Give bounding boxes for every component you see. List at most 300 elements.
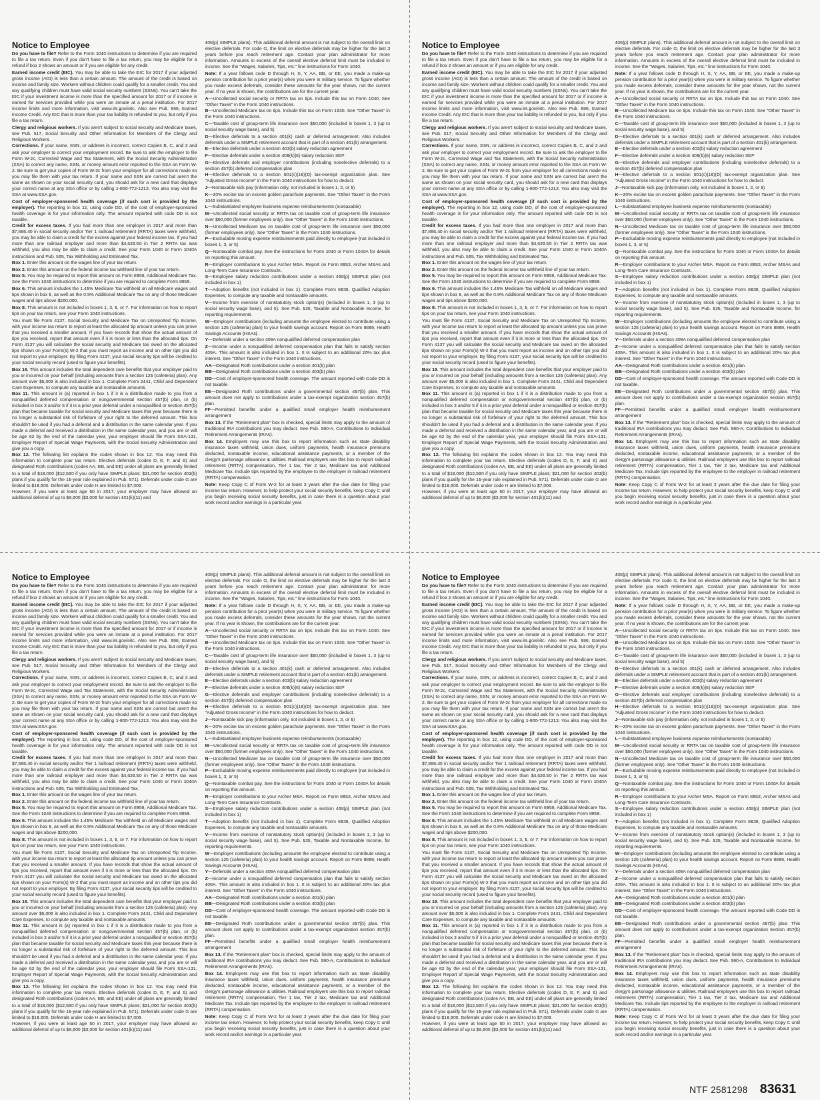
paragraph-heading: Do you have to file?: [12, 583, 57, 588]
notice-paragraph: [12, 792, 197, 798]
paragraph-text: However, if you were at least age 50 in 2017, your employer may have allowed an additional deferral of up to $6,000 ($3,000 for section 401(k)(11) and: [422, 489, 607, 501]
paragraph-heading: N: [615, 755, 619, 761]
notice-paragraph: [205, 146, 390, 152]
notice-paragraph: [12, 583, 197, 601]
paragraph-heading: Box 13.: [205, 952, 222, 958]
notice-paragraph: [615, 134, 800, 146]
paragraph-heading: Box 2.: [422, 266, 436, 272]
notice-paragraph: [205, 160, 390, 172]
paragraph-text: The following list explains the codes shown in box 12. You may need this information to complete your tax return. Elective deferrals (codes D, E, F, and S) and designated Roth contributions (codes AA, BB, and EE) under all plans are generally limited to a total of $18,000 ($12,500 if you only have SIMPLE plans; $21,000 for section 403(b) plans if you qualify for the 15-year rule explained in Pub. 571). Deferrals under code G are limited to $18,000. Deferrals under code H are limited to $7,000.: [12, 452, 197, 488]
notice-paragraph: [12, 984, 197, 1020]
paragraph-text: —Employee salary reduction contributions under a section 408(p) SIMPLE plan (not included in box 1): [205, 274, 390, 286]
paragraph-heading: D: [615, 133, 619, 139]
paragraph-text: —Employee salary reduction contributions under a section 408(p) SIMPLE plan (not included in box 1): [205, 806, 390, 818]
paragraph-heading: EE: [205, 388, 212, 394]
paragraph-heading: J: [205, 717, 208, 723]
paragraph-heading: AA: [615, 894, 622, 900]
notice-paragraph: [205, 666, 390, 678]
notice-paragraph: [205, 952, 390, 970]
paragraph-heading: S: [615, 806, 619, 812]
notice-paragraph: [205, 704, 390, 716]
paragraph-text: This amount is (a) reported in box 1 if it is a distribution made to you from a nonqualified deferred compensation or nongovernmental section 457(b) plan, or (b) included in box 3 and/or 5 if it is a prior year deferral under a nonqualified or section 457(b) plan that became taxable for social security and Medicare taxes this year because there is no longer a substantial risk of forfeiture of your right to the deferred amount. This box shouldn't be used if you had a deferral and a distribution in the same calendar year. If you made a deferral and received a distribution in the same calendar year, and you are or will be age 62 by the end of the calendar year, your employer should file Form SSA-131, Employer Report of Special Wage Payments, with the Social Security Administration and give you a copy.: [422, 391, 607, 451]
paragraph-heading: M: [205, 742, 209, 748]
paragraph-heading: S: [205, 274, 209, 280]
notice-paragraph: [422, 837, 607, 849]
paragraph-text: If your name, SSN, or address is incorrect, correct Copies B, C, and 2 and ask your employer to correct your employment record. Be sure to ask the employer to file Form W-2c, Corrected Wage and Tax Statement, with the Social Security Administration (SSA) to correct any name, SSN, or money amount error reported to the SSA on Form W-2. Be sure to get your copies of Form W-2c from your employer for all corrections made so you may file them with your tax return. If your name and SSN are correct but aren't the same as shown on your social security card, you should ask for a new card that displays your correct name at any SSA office or by calling 1-800-772-1213. You also may visit the SSA at www.SSA.gov.: [422, 675, 607, 729]
notice-paragraph: [615, 921, 800, 939]
notice-paragraph: [205, 971, 390, 1013]
paragraph-heading: F: [615, 153, 618, 158]
paragraph-text: Employers may use this box to report information such as state disability insurance taxes withheld, union dues, uniform payments, health insurance premiums deducted, nontaxable income, educational assistance payments, or a member of the clergy's parsonage allowance & utilities. Railroad employers use this box to report railroad retirement (RRTA) compensation, Tier 1 tax, Tier 2 tax, Medicare tax and Additional Medicare Tax. Include tips reported by the employee to the employer in railroad retirement (RRTA) compensation.: [615, 438, 800, 481]
notice-paragraph: [205, 806, 390, 818]
notice-paragraph: [615, 640, 800, 652]
notice-paragraph: [205, 603, 390, 627]
paragraph-text: —Uncollected Medicare tax on taxable cost of group-term life insurance over $50,000 (former employees only). See "Other Taxes" in the Form 1040 instructions.: [615, 755, 800, 767]
paragraph-text: —Nontaxable combat pay. See the instructions for Form 1040 or Form 1040A for details on reporting this amount.: [205, 781, 390, 793]
paragraph-heading: C: [615, 120, 619, 126]
notice-paragraph: [422, 1021, 607, 1033]
paragraph-text: —Nontaxable sick pay (information only, not included in boxes 1, 3, or 5): [207, 185, 355, 191]
notice-paragraph: [422, 899, 607, 923]
notice-paragraph: [12, 391, 197, 451]
notice-paragraph: [205, 262, 390, 274]
paragraph-text: —Uncollected social security or RRTA tax on taxable cost of group-term life insurance over $50,000 (former employees only). See "Other Taxes" in the Form 1040 instructions.: [205, 210, 390, 223]
paragraph-text: —Income from exercise of nonstatutory stock option(s) (included in boxes 1, 3 (up to social security wage base), and 5). See Pub. 525, Taxable and Nontaxable Income, for reporting requirements.: [615, 831, 800, 849]
paragraph-text: —Elective deferrals under a section 403(b) salary reduction agreement: [618, 146, 763, 152]
paragraph-heading: EE: [615, 920, 622, 926]
paragraph-heading: C: [205, 652, 209, 658]
notice-paragraph: [422, 286, 607, 304]
paragraph-text: This amount is (a) reported in box 1 if it is a distribution made to you from a nonqualified deferred compensation or nongovernmental section 457(b) plan, or (b) included in box 3 and/or 5 if it is a prior year deferral under a nonqualified or section 457(b) plan that became taxable for social security and Medicare taxes this year because there is no longer a substantial risk of forfeiture of your right to the deferred amount. This box shouldn't be used if you had a deferral and a distribution in the same calendar year. If you made a deferral and received a distribution in the same calendar year, and you are or will be age 62 by the end of the calendar year, your employer should file Form SSA-131, Employer Report of Special Wage Payments, with the Social Security Administration and give you a copy.: [12, 391, 197, 451]
notice-paragraph: [205, 901, 390, 907]
notice-paragraph: [615, 717, 800, 723]
paragraph-heading: Corrections.: [422, 675, 450, 681]
notice-paragraph: [12, 755, 197, 791]
paragraph-heading: Earned income credit (EIC).: [12, 601, 74, 607]
paragraph-text: —Nontaxable sick pay (information only, not included in boxes 1, 3, or 5): [617, 717, 765, 723]
notice-paragraph: [422, 143, 607, 197]
notice-paragraph: [615, 692, 800, 704]
paragraph-heading: T: [205, 287, 208, 293]
paragraph-text: —Cost of employer-sponsored health coverage. The amount reported with Code DD is not taxable.: [205, 907, 390, 919]
paragraph-heading: Credit for excess taxes.: [12, 755, 67, 761]
paragraph-text: Employers may use this box to report information such as state disability insurance taxes withheld, union dues, uniform payments, health insurance premiums deducted, nontaxable income, educational assistance payments, or a member of the clergy's parsonage allowance & utilities. Railroad employers use this box to report railroad retirement (RRTA) compensation, Tier 1 tax, Tier 2 tax, Medicare tax and Additional Medicare Tax. Include tips reported by the employee to the employer in railroad retirement (RRTA) compensation.: [205, 970, 390, 1013]
notice-paragraph: [422, 850, 607, 898]
paragraph-heading: V: [615, 299, 619, 305]
notice-paragraph: [12, 899, 197, 923]
notice-paragraph: [615, 482, 800, 506]
paragraph-text: You may be required to report this amount on Form 8959, Additional Medicare Tax. See the Form 1040 instructions to determine if you are required to complete Form 8959.: [12, 273, 197, 285]
paragraph-text: —Elective deferrals to a section 401(k) cash or deferred arrangement. Also includes deferrals under a SIMPLE retirement account that is part of a section 401(k) arrangement.: [205, 665, 390, 677]
notice-paragraph: [615, 160, 800, 172]
notice-paragraph: [615, 704, 800, 716]
paragraph-heading: Box 11.: [12, 923, 29, 929]
paragraph-text: —Uncollected Medicare tax on taxable cost of group-term life insurance over $50,000 (former employees only). See "Other Taxes" in the Form 1040 instructions.: [205, 755, 390, 767]
paragraph-text: You may be required to report this amount on Form 8959, Additional Medicare Tax. See the Form 1040 instructions to determine if you are required to complete Form 8959.: [422, 273, 607, 285]
paragraph-heading: DD: [205, 907, 212, 913]
paragraph-text: —20% excise tax on excess golden parachute payments. See "Other Taxes" in the Form 1040 instructions.: [615, 723, 800, 735]
paragraph-text: The following list explains the codes shown in box 12. You may need this information to complete your tax return. Elective deferrals (codes D, E, F, and S) and designated Roth contributions (codes AA, BB, and EE) under all plans are generally limited to a total of $18,000 ($12,500 if you only have SIMPLE plans; $21,000 for section 403(b) plans if you qualify for the 15-year rule explained in Pub. 571). Deferrals under code G are limited to $18,000. Deferrals under code H are limited to $7,000.: [422, 984, 607, 1020]
paragraph-heading: AA: [205, 894, 212, 900]
notice-paragraph: [615, 952, 800, 970]
notice-paragraph: [422, 267, 607, 273]
paragraph-heading: Cost of employer-sponsored health coverage (if such cost is provided by the employer).: [12, 198, 197, 210]
notice-paragraph: [615, 192, 800, 204]
paragraph-text: —Employer contributions (including amounts the employee elected to contribute using a section 125 (cafeteria) plan) to your health savings account. Report on Form 8889, Health Savings Accounts (HSAs).: [615, 318, 800, 336]
paragraph-heading: N: [205, 755, 209, 761]
notice-paragraph: [615, 939, 800, 951]
paragraph-heading: Box 11.: [12, 391, 29, 397]
paragraph-text: —Designated Roth contributions under a section 403(b) plan: [621, 369, 745, 375]
paragraph-heading: Corrections.: [422, 143, 450, 149]
paragraph-heading: Do you have to file?: [422, 51, 467, 56]
paragraph-heading: N: [615, 223, 619, 229]
paragraph-heading: FF: [205, 407, 211, 413]
paragraph-text: —Uncollected Medicare tax on tips. Include this tax on Form 1040. See "Other Taxes" in the Form 1040 instructions.: [615, 640, 800, 652]
paragraph-text: You must file Form 4137, Social Security and Medicare Tax on Unreported Tip Income, with your income tax return to report at least the allocated tip amount unless you can prove that you received a smaller amount. If you have records that show the actual amount of tips you received, report that amount even if it is more or less than the allocated tips. On Form 4137 you will calculate the social security and Medicare tax owed on the allocated tips shown on your Form(s) W-2 that you must report as income and on other tips you did not report to your employer. By filing Form 4137, your social security tips will be credited to your social security record (used to figure your benefits).: [12, 849, 197, 897]
paragraph-text: 408(p) SIMPLE plans). This additional deferral amount is not subject to the overall limit on elective deferrals. For code G, the limit on elective deferrals may be higher for the last 3 years before you reach retirement age. Contact your plan administrator for more information. Amounts in excess of the overall elective deferral limit must be included in income. See the "Wages, Salaries, Tips, etc." line instructions for Form 1040.: [615, 572, 800, 602]
notice-paragraph: [12, 850, 197, 898]
notice-paragraph: [205, 876, 390, 894]
paragraph-heading: AA: [205, 362, 212, 368]
notice-paragraph: [205, 108, 390, 120]
paragraph-heading: Clergy and religious workers.: [422, 656, 487, 662]
paragraph-heading: FF: [615, 939, 621, 945]
paragraph-text: If a year follows code D through H, S, Y, AA, BB, or EE, you made a make-up pension contribution for a prior year(s) when you were in military service. To figure whether you made excess deferrals, consider these amounts for the year shown, not the current year. If no year is shown, the contributions are for the current year.: [205, 70, 390, 94]
paragraph-heading: Clergy and religious workers.: [422, 124, 487, 130]
paragraph-text: If a year follows code D through H, S, Y, AA, BB, or EE, you made a make-up pension contribution for a prior year(s) when you were in military service. To figure whether you made excess deferrals, consider these amounts for the year shown, not the current year. If no year is shown, the contributions are for the current year.: [205, 602, 390, 626]
notice-paragraph: [205, 851, 390, 869]
paragraph-heading: B: [615, 640, 619, 646]
paragraph-heading: E: [615, 146, 619, 152]
notice-paragraph: [12, 452, 197, 488]
paragraph-heading: Note:: [205, 70, 217, 76]
paragraph-text: Refer to the Form 1040 instructions to determine if you are required to file a tax return. Even if you don't have to file a tax return, you may be eligible for a refund if box 2 shows an amount or if you are eligible for any credit.: [422, 51, 607, 69]
paragraph-heading: Box 5.: [12, 805, 26, 811]
notice-paragraph: [12, 267, 197, 273]
paragraph-text: —Elective deferrals to a section 401(k) cash or deferred arrangement. Also includes deferrals under a SIMPLE retirement account that is part of a section 401(k) arrangement.: [205, 133, 390, 145]
notice-paragraph: [422, 70, 607, 124]
notice-paragraph: [205, 768, 390, 780]
paragraph-text: —Excludable moving expense reimbursements paid directly to employee (not included in boxes 1, 3, or 5): [615, 236, 800, 248]
paragraph-text: However, if you were at least age 50 in 2017, your employer may have allowed an additional deferral of up to $6,000 ($3,000 for section 401(k)(11) and: [12, 489, 197, 501]
paragraph-heading: DD: [615, 375, 622, 381]
paragraph-heading: Box 10.: [12, 898, 29, 904]
notice-paragraph: [205, 153, 390, 159]
paragraph-heading: Y: [615, 869, 619, 875]
notice-paragraph: [12, 286, 197, 304]
notice-paragraph: [422, 489, 607, 501]
notice-paragraph: [422, 199, 607, 223]
paragraph-heading: Box 8.: [422, 836, 436, 842]
paragraph-heading: Z: [615, 875, 618, 881]
paragraph-text: —Elective deferrals under a section 408(k)(6) salary reduction SEP: [617, 685, 755, 690]
paragraph-text: —Substantiated employee business expense reimbursements (nontaxable): [617, 736, 771, 742]
paragraph-heading: DD: [205, 375, 212, 381]
paragraph-heading: Box 8.: [12, 304, 26, 310]
form-number: 83631: [759, 1081, 796, 1096]
notice-paragraph: [205, 482, 390, 506]
notice-paragraph: [615, 743, 800, 755]
paragraph-text: —Employer contributions (including amounts the employee elected to contribute using a section 125 (cafeteria) plan) to your health savings account. Report on Form 8889, Health Savings Accounts (HSAs).: [205, 318, 390, 336]
notice-paragraph: [422, 792, 607, 798]
paragraph-text: —Deferrals under a section 409A nonqualified deferred compensation plan: [208, 337, 361, 343]
notice-paragraph: [422, 799, 607, 805]
notice-paragraph: [615, 146, 800, 152]
paragraph-text: —Nontaxable combat pay. See the instructions for Form 1040 or Form 1040A for details on reporting this amount.: [205, 249, 390, 261]
notice-paragraph: [615, 628, 800, 640]
paragraph-text: This amount is (a) reported in box 1 if it is a distribution made to you from a nonqualified deferred compensation or nongovernmental section 457(b) plan, or (b) included in box 3 and/or 5 if it is a prior year deferral under a nonqualified or section 457(b) plan that became taxable for social security and Medicare taxes this year because there is no longer a substantial risk of forfeiture of your right to the deferred amount. This box shouldn't be used if you had a deferral and a distribution in the same calendar year. If you made a deferral and received a distribution in the same calendar year, and you are or will be age 62 by the end of the calendar year, your employer should file Form SSA-131, Employer Report of Special Wage Payments, with the Social Security Administration and give you a copy.: [422, 923, 607, 983]
paragraph-text: You must file Form 4137, Social Security and Medicare Tax on Unreported Tip Income, with your income tax return to report at least the allocated tip amount unless you can prove that you received a smaller amount. If you have records that show the actual amount of tips you received, report that amount even if it is more or less than the allocated tips. On Form 4137 you will calculate the social security and Medicare tax owed on the allocated tips shown on your Form(s) W-2 that you must report as income and on other tips you did not report to your employer. By filing Form 4137, your social security tips will be credited to your social security record (used to figure your benefits).: [422, 317, 607, 365]
paragraph-heading: K: [205, 723, 209, 729]
paragraph-heading: W: [615, 318, 620, 324]
notice-paragraph: [205, 1014, 390, 1038]
paragraph-heading: FF: [615, 407, 621, 413]
notice-paragraph: [615, 369, 800, 375]
notice-paragraph: [12, 125, 197, 143]
notice-paragraph: [205, 40, 390, 70]
paragraph-text: —Permitted benefits under a qualified small employer health reimbursement arrangement: [205, 407, 390, 419]
paragraph-heading: Earned income credit (EIC).: [422, 601, 484, 607]
notice-paragraph: [12, 273, 197, 285]
paragraph-text: —Designated Roth contributions under a section 401(k) plan: [211, 894, 335, 900]
notice-title: Notice to Employee: [12, 572, 90, 582]
paragraph-heading: R: [615, 261, 619, 267]
paragraph-heading: Box 10.: [422, 366, 439, 372]
paragraph-heading: S: [205, 806, 209, 812]
paragraph-text: You may be able to take the EIC for 2017 if your adjusted gross income (AGI) is less than a certain amount. The amount of the credit is based on income and family size. Workers without children could qualify for a smaller credit. You and any qualifying children must have valid social security numbers (SSNs). You can't take the EIC if your investment income is more than the specified amount for 2017 or if income is earned for services provided while you were an inmate at a penal institution. For 2017 income limits and more information, visit www.irs.gov/eitc. Also see Pub. 596, Earned Income Credit. Any EIC that is more than your tax liability is refunded to you, but only if you file a tax return.: [12, 69, 197, 124]
paragraph-text: This amount includes the total dependent care benefits that your employer paid to you or incurred on your behalf (including amounts from a section 125 (cafeteria) plan). Any amount over $5,000 is also included in box 1. Complete Form 2441, Child and Dependent Care Expenses, to compute any taxable and nontaxable amounts.: [12, 366, 197, 390]
paragraph-heading: Note:: [615, 481, 627, 487]
notice-paragraph: [205, 344, 390, 362]
paragraph-heading: Box 2.: [12, 266, 26, 272]
paragraph-heading: E: [205, 678, 209, 684]
paragraph-text: —20% excise tax on excess golden parachute payments. See "Other Taxes" in the Form 1040 instructions.: [205, 723, 390, 735]
paragraph-text: —Adoption benefits (not included in box 1). Complete Form 8839, Qualified Adoption Expenses, to compute any taxable and nontaxable amounts.: [205, 287, 390, 299]
paragraph-text: —Substantiated employee business expense reimbursements (nontaxable): [617, 204, 771, 210]
notice-paragraph: [615, 71, 800, 95]
notice-paragraph: [615, 389, 800, 407]
paragraph-text: Enter this amount on the wages line of your tax return.: [25, 260, 138, 266]
notice-paragraph: [422, 305, 607, 317]
paragraph-heading: Box 14.: [205, 438, 223, 444]
paragraph-heading: Box 13.: [205, 420, 222, 426]
paragraph-text: 408(p) SIMPLE plans). This additional deferral amount is not subject to the overall limit on elective deferrals. For code G, the limit on elective deferrals may be higher for the last 3 years before you reach retirement age. Contact your plan administrator for more information. Amounts in excess of the overall elective deferral limit must be included in income. See the "Wages, Salaries, Tips, etc." line instructions for Form 1040.: [615, 40, 800, 70]
notice-paragraph: [615, 224, 800, 236]
notice-paragraph: [205, 274, 390, 286]
paragraph-text: —Cost of employer-sponsored health coverage. The amount reported with Code DD is not taxable.: [615, 375, 800, 387]
notice-paragraph: [205, 439, 390, 481]
notice-paragraph: [615, 1014, 800, 1038]
paragraph-text: This amount is not included in boxes 1, 3, 5, or 7. For information on how to report tips on your tax return, see your Form 1040 instructions.: [422, 304, 607, 316]
paragraph-heading: BB: [205, 901, 212, 907]
paragraph-text: If you had more than one employer in 2017 and more than $7,886.40 in social security and/or Tier 1 railroad retirement (RRTA) taxes were withheld, you may be able to claim a credit for the excess against your federal income tax. If you had more than one railroad employer and more than $4,630.50 in Tier 2 RRTA tax was withheld, you also may be able to claim a credit. See your Form 1040 or Form 1040A instructions and Pub. 505, Tax Withholding and Estimated Tax.: [12, 755, 197, 791]
paragraph-heading: T: [615, 287, 618, 293]
paragraph-text: —Adoption benefits (not included in box 1). Complete Form 8839, Qualified Adoption Expenses, to compute any taxable and nontaxable amounts.: [205, 819, 390, 831]
paragraph-text: —20% excise tax on excess golden parachute payments. See "Other Taxes" in the Form 1040 instructions.: [615, 191, 800, 203]
notice-paragraph: [12, 1021, 197, 1033]
notice-paragraph: [205, 249, 390, 261]
form-footer: [690, 1081, 797, 1096]
paragraph-text: This amount is not included in boxes 1, 3, 5, or 7. For information on how to report tips on your tax return, see your Form 1040 instructions.: [12, 836, 197, 848]
notice-paragraph: [205, 717, 390, 723]
notice-paragraph: [12, 305, 197, 317]
paragraph-text: You may be required to report this amount on Form 8959, Additional Medicare Tax. See the Form 1040 instructions to determine if you are required to complete Form 8959.: [12, 805, 197, 817]
paragraph-heading: Y: [615, 337, 619, 343]
paragraph-text: —Adoption benefits (not included in box 1). Complete Form 8839, Qualified Adoption Expenses, to compute any taxable and nontaxable amounts.: [615, 287, 800, 299]
notice-paragraph: [615, 172, 800, 184]
paragraph-heading: N: [205, 223, 209, 229]
paragraph-text: Enter this amount on the wages line of your tax return.: [435, 260, 548, 266]
notice-paragraph: [205, 939, 390, 951]
paragraph-text: If the "Retirement plan" box is checked, special limits may apply to the amount of traditional IRA contributions you may deduct. See Pub. 590-A, Contributions to Individual Retirement Arrangements (IRAs).: [615, 952, 800, 970]
notice-paragraph: [615, 287, 800, 299]
notice-paragraph: [422, 51, 607, 69]
paragraph-heading: Cost of employer-sponsored health coverage (if such cost is provided by the employer).: [422, 198, 607, 210]
paragraph-text: —Deferrals under a section 409A nonqualified deferred compensation plan: [618, 337, 771, 343]
paragraph-heading: Clergy and religious workers.: [12, 124, 77, 130]
paragraph-text: —Deferrals under a section 409A nonqualified deferred compensation plan: [618, 869, 771, 875]
paragraph-heading: Box 10.: [12, 366, 29, 372]
notice-paragraph: [205, 407, 390, 419]
paragraph-text: —Uncollected social security or RRTA tax on tips. Include this tax on Form 1040. See "Other Taxes" in the Form 1040 instructions.: [615, 627, 800, 639]
paragraph-text: If a year follows code D through H, S, Y, AA, BB, or EE, you made a make-up pension contribution for a prior year(s) when you were in military service. To figure whether you made excess deferrals, consider these amounts for the year shown, not the current year. If no year is shown, the contributions are for the current year.: [615, 602, 800, 626]
notice-paragraph: [205, 908, 390, 920]
notice-paragraph: [615, 908, 800, 920]
paragraph-text: —Taxable cost of group-term life insurance over $50,000 (included in boxes 1, 3 (up to social security wage base), and 5): [615, 120, 800, 133]
notice-paragraph: [422, 452, 607, 488]
paragraph-heading: W: [205, 318, 210, 324]
paragraph-heading: Z: [615, 343, 618, 349]
notice-paragraph: [422, 318, 607, 366]
notice-paragraph: [205, 819, 390, 831]
notice-paragraph: [422, 260, 607, 266]
paragraph-text: If you aren't subject to social security and Medicare taxes, see Pub. 517, Social Security and Other Information for Members of the Clergy and Religious Workers.: [422, 124, 607, 142]
paragraph-heading: AA: [615, 362, 622, 368]
paragraph-heading: Box 1.: [422, 260, 436, 266]
notice-paragraph: [422, 223, 607, 259]
notice-paragraph: [12, 731, 197, 755]
paragraph-heading: J: [615, 717, 618, 723]
paragraph-text: —Designated Roth contributions under a governmental section 457(b) plan. This amount does not apply to contributions under a tax-exempt organization section 457(b) plan.: [615, 388, 800, 406]
notice-paragraph: [205, 692, 390, 704]
paragraph-heading: J: [615, 185, 618, 191]
notice-paragraph: [205, 743, 390, 755]
paragraph-text: This amount is (a) reported in box 1 if it is a distribution made to you from a nonqualified deferred compensation or nongovernmental section 457(b) plan, or (b) included in box 3 and/or 5 if it is a prior year deferral under a nonqualified or section 457(b) plan that became taxable for social security and Medicare taxes this year because there is no longer a substantial risk of forfeiture of your right to the deferred amount. This box shouldn't be used if you had a deferral and a distribution in the same calendar year. If you made a deferral and received a distribution in the same calendar year, and you are or will be age 62 by the end of the calendar year, your employer should file Form SSA-131, Employer Report of Special Wage Payments, with the Social Security Administration and give you a copy.: [12, 923, 197, 983]
paragraph-text: —Elective deferrals under a section 403(b) salary reduction agreement: [618, 678, 763, 684]
paragraph-text: —Elective deferrals to a section 501(c)(18)(D) tax-exempt organization plan. See "Adjusted Gross Income" in the Form 1040 instructions for how to deduct.: [205, 172, 390, 184]
notice-paragraph: [615, 851, 800, 869]
paragraph-text: —Excludable moving expense reimbursements paid directly to employee (not included in boxes 1, 3, or 5): [615, 768, 800, 780]
paragraph-heading: H: [615, 704, 619, 710]
paragraph-text: —Employer contributions to your Archer MSA. Report on Form 8853, Archer MSAs and Long-Term Care Insurance Contracts.: [205, 793, 390, 805]
paragraph-text: —Uncollected social security or RRTA tax on tips. Include this tax on Form 1040. See "Other Taxes" in the Form 1040 instructions.: [205, 95, 390, 107]
notice-paragraph: [205, 678, 390, 684]
notice-paragraph: [205, 736, 390, 742]
notice-paragraph: [615, 794, 800, 806]
notice-paragraph: [615, 204, 800, 210]
paragraph-text: —Permitted benefits under a qualified small employer health reimbursement arrangement: [615, 939, 800, 951]
paragraph-text: The reporting in box 12, using code DD, of the cost of employer-sponsored health coverage is for your information only. The amount reported with code DD is not taxable.: [12, 736, 197, 754]
notice-paragraph: [12, 70, 197, 124]
paragraph-heading: G: [615, 691, 619, 697]
paragraph-text: —Uncollected Medicare tax on taxable cost of group-term life insurance over $50,000 (former employees only). See "Other Taxes" in the Form 1040 instructions.: [205, 223, 390, 235]
paragraph-heading: V: [615, 831, 619, 837]
paragraph-heading: DD: [615, 907, 622, 913]
notice-paragraph: [12, 223, 197, 259]
paragraph-heading: Y: [205, 337, 209, 343]
paragraph-text: —Employer contributions (including amounts the employee elected to contribute using a section 125 (cafeteria) plan) to your health savings account. Report on Form 8889, Health Savings Accounts (HSAs).: [615, 850, 800, 868]
paragraph-heading: R: [205, 793, 209, 799]
paragraph-heading: H: [205, 704, 209, 710]
paragraph-text: —Elective deferrals and employer contributions (including nonelective deferrals) to a section 457(b) deferred compensation plan: [205, 691, 390, 703]
paragraph-text: —Elective deferrals to a section 501(c)(18)(D) tax-exempt organization plan. See "Adjusted Gross Income" in the Form 1040 instructions for how to deduct.: [205, 704, 390, 716]
paragraph-text: Keep Copy C of Form W-2 for at least 3 years after the due date for filing your income tax return. However, to help protect your social security benefits, keep Copy C until you begin receiving social security benefits, just in case there is a question about your work record and/or earnings in a particular year.: [205, 1013, 390, 1037]
paragraph-heading: A: [205, 95, 209, 101]
paragraph-text: —Employer contributions (including amounts the employee elected to contribute using a section 125 (cafeteria) plan) to your health savings account. Report on Form 8889, Health Savings Accounts (HSAs).: [205, 850, 390, 868]
notice-paragraph: [205, 319, 390, 337]
notice-paragraph: [615, 108, 800, 120]
paragraph-text: —Uncollected social security or RRTA tax on taxable cost of group-term life insurance over $50,000 (former employees only). See "Other Taxes" in the Form 1040 instructions.: [615, 742, 800, 755]
notice-paragraph: [615, 376, 800, 388]
paragraph-text: This amount includes the total dependent care benefits that your employer paid to you or incurred on your behalf (including amounts from a section 125 (cafeteria) plan). Any amount over $5,000 is also included in box 1. Complete Form 2441, Child and Dependent Care Expenses, to compute any taxable and nontaxable amounts.: [12, 898, 197, 922]
paragraph-text: You may be able to take the EIC for 2017 if your adjusted gross income (AGI) is less than a certain amount. The amount of the credit is based on income and family size. Workers without children could qualify for a smaller credit. You and any qualifying children must have valid social security numbers (SSNs). You can't take the EIC if your investment income is more than the specified amount for 2017 or if income is earned for services provided while you were an inmate at a penal institution. For 2017 income limits and more information, visit www.irs.gov/eitc. Also see Pub. 596, Earned Income Credit. Any EIC that is more than your tax liability is refunded to you, but only if you file a tax return.: [422, 69, 607, 124]
paragraph-heading: EE: [615, 388, 622, 394]
notice-paragraph: [615, 572, 800, 602]
notice-title: Notice to Employee: [422, 40, 500, 50]
notice-paragraph: [12, 837, 197, 849]
paragraph-heading: J: [205, 185, 208, 191]
notice-paragraph: [615, 262, 800, 274]
paragraph-heading: Cost of employer-sponsored health coverage (if such cost is provided by the employer).: [422, 730, 607, 742]
paragraph-text: Enter this amount on the federal income tax withheld line of your tax return.: [25, 266, 180, 272]
paragraph-text: —Nontaxable sick pay (information only, not included in boxes 1, 3, or 5): [617, 185, 765, 191]
paragraph-heading: P: [615, 236, 619, 242]
notice-paragraph: [615, 300, 800, 318]
notice-paragraph: [422, 367, 607, 391]
paragraph-heading: K: [615, 723, 619, 729]
paragraph-heading: F: [615, 685, 618, 690]
paragraph-heading: BB: [205, 369, 212, 375]
paragraph-text: If the "Retirement plan" box is checked, special limits may apply to the amount of traditional IRA contributions you may deduct. See Pub. 590-A, Contributions to Individual Retirement Arrangements (IRAs).: [615, 420, 800, 438]
paragraph-text: If you aren't subject to social security and Medicare taxes, see Pub. 517, Social Security and Other Information for Members of the Clergy and Religious Workers.: [12, 124, 197, 142]
paragraph-text: The reporting in box 12, using code DD, of the cost of employer-sponsored health coverage is for your information only. The amount reported with code DD is not taxable.: [422, 736, 607, 754]
paragraph-heading: Box 12.: [12, 984, 30, 990]
notice-paragraph: [12, 799, 197, 805]
notice-paragraph: [205, 724, 390, 736]
paragraph-text: If you had more than one employer in 2017 and more than $7,886.40 in social security and/or Tier 1 railroad retirement (RRTA) taxes were withheld, you may be able to claim a credit for the excess against your federal income tax. If you had more than one railroad employer and more than $4,630.50 in Tier 2 RRTA tax was withheld, you also may be able to claim a credit. See your Form 1040 or Form 1040A instructions and Pub. 505, Tax Withholding and Estimated Tax.: [422, 755, 607, 791]
paragraph-heading: V: [205, 299, 209, 305]
paragraph-heading: G: [205, 159, 209, 165]
notice-paragraph: [205, 640, 390, 652]
notice-paragraph: [12, 367, 197, 391]
paragraph-text: Employers may use this box to report information such as state disability insurance taxes withheld, union dues, uniform payments, health insurance premiums deducted, nontaxable income, educational assistance payments, or a member of the clergy's parsonage allowance & utilities. Railroad employers use this box to report railroad retirement (RRTA) compensation, Tier 1 tax, Tier 2 tax, Medicare tax and Additional Medicare Tax. Include tips reported by the employee to the employer in railroad retirement (RRTA) compensation.: [205, 438, 390, 481]
paragraph-text: —Uncollected social security or RRTA tax on taxable cost of group-term life insurance over $50,000 (former employees only). See "Other Taxes" in the Form 1040 instructions.: [615, 210, 800, 223]
notice-paragraph: [615, 121, 800, 133]
paragraph-text: Refer to the Form 1040 instructions to determine if you are required to file a tax return. Even if you don't have to file a tax return, you may be eligible for a refund if box 2 shows an amount or if you are eligible for any credit.: [422, 583, 607, 601]
paragraph-text: —Excludable moving expense reimbursements paid directly to employee (not included in boxes 1, 3, or 5): [205, 236, 390, 248]
notice-paragraph: [615, 96, 800, 108]
paragraph-heading: Credit for excess taxes.: [422, 223, 477, 229]
paragraph-heading: Box 12.: [12, 452, 30, 458]
paragraph-text: The following list explains the codes shown in box 12. You may need this information to complete your tax return. Elective deferrals (codes D, E, F, and S) and designated Roth contributions (codes AA, BB, and EE) under all plans are generally limited to a total of $18,000 ($12,500 if you only have SIMPLE plans; $21,000 for section 403(b) plans if you qualify for the 15-year rule explained in Pub. 571). Deferrals under code G are limited to $18,000. Deferrals under code H are limited to $7,000.: [422, 452, 607, 488]
paragraph-text: The reporting in box 12, using code DD, of the cost of employer-sponsored health coverage is for your information only. The amount reported with code DD is not taxable.: [12, 204, 197, 222]
paragraph-text: —Income from exercise of nonstatutory stock option(s) (included in boxes 1, 3 (up to social security wage base), and 5). See Pub. 525, Taxable and Nontaxable Income, for reporting requirements.: [205, 831, 390, 849]
paragraph-text: Enter this amount on the wages line of your tax return.: [435, 792, 548, 798]
paragraph-heading: F: [205, 685, 208, 690]
notice-paragraph: [12, 51, 197, 69]
paragraph-heading: Box 14.: [615, 438, 633, 444]
